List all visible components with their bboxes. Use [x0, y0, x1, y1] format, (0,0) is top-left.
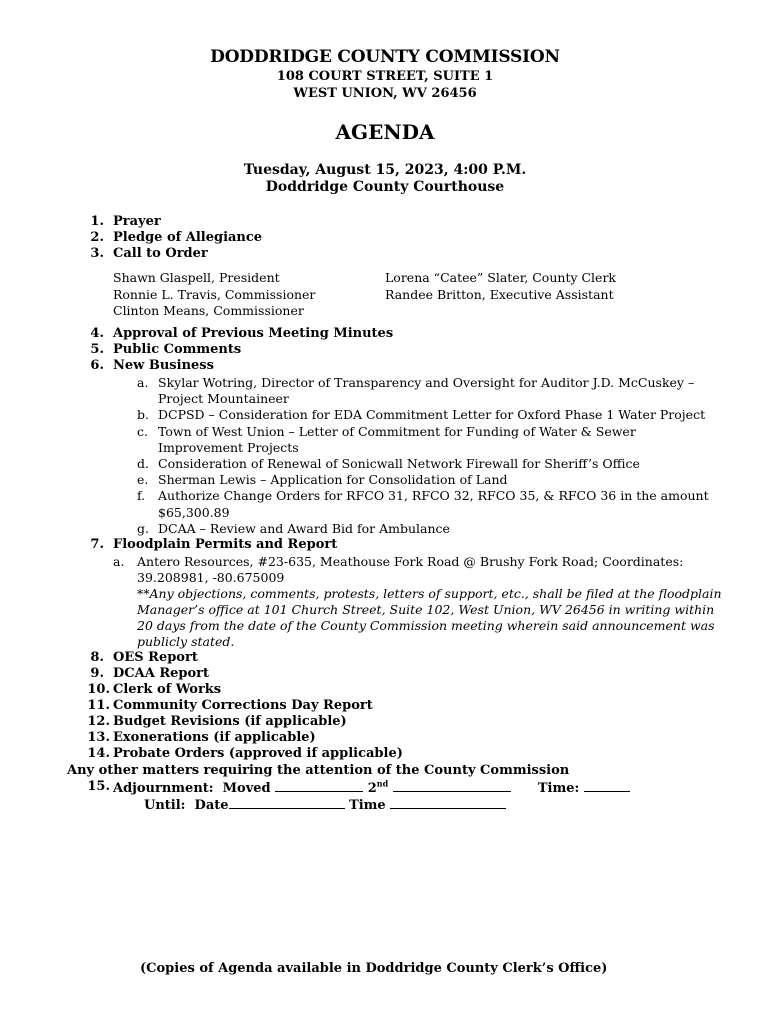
time2-label: Time: [349, 798, 386, 813]
floodplain-note: **Any objections, comments, protests, letters of support, etc., shall be filed at the floodplain: [137, 586, 722, 601]
new-business-a-cont: Project Mountaineer: [158, 391, 289, 406]
new-business-g: DCAA – Review and Award Bid for Ambulance: [158, 521, 450, 536]
second-label: 2nd: [367, 778, 389, 796]
sub-item-letter: e.: [137, 472, 149, 487]
item-dcaa-report: DCAA Report: [113, 666, 210, 681]
other-matters: Any other matters requiring the attention of the County Commission: [67, 763, 570, 778]
roll-call-name: Clinton Means, Commissioner: [113, 303, 304, 318]
sub-item-letter: c.: [137, 424, 148, 439]
new-business-a: Skylar Wotring, Director of Transparency and Oversight for Auditor J.D. McCuskey –: [158, 375, 695, 390]
item-number: 15.: [87, 779, 110, 794]
item-number: 2.: [90, 230, 104, 245]
item-budget-revisions: Budget Revisions (if applicable): [113, 714, 347, 729]
sub-item-letter: g.: [137, 521, 149, 536]
item-approval-minutes: Approval of Previous Meeting Minutes: [113, 326, 394, 341]
second-blank: [393, 779, 511, 792]
item-pledge: Pledge of Allegiance: [113, 230, 263, 245]
floodplain-a: Antero Resources, #23-635, Meathouse Fork Road @ Brushy Fork Road; Coordinates:: [137, 554, 684, 569]
moved-label: Moved: [222, 781, 271, 796]
item-number: 13.: [87, 730, 110, 745]
footer-note: (Copies of Agenda available in Doddridge County Clerk’s Office): [140, 961, 608, 976]
item-number: 5.: [90, 342, 104, 357]
address-line-1: 108 COURT STREET, SUITE 1: [276, 69, 494, 84]
moved-blank: [275, 779, 363, 792]
item-call-to-order: Call to Order: [113, 246, 208, 261]
item-number: 10.: [87, 682, 110, 697]
item-number: 7.: [90, 537, 104, 552]
roll-call-name: Lorena “Catee” Slater, County Clerk: [385, 270, 617, 285]
item-number: 14.: [87, 746, 110, 761]
item-oes-report: OES Report: [113, 650, 198, 665]
sub-item-letter: a.: [113, 554, 125, 569]
item-floodplain: Floodplain Permits and Report: [113, 537, 338, 552]
organization-name: DODDRIDGE COUNTY COMMISSION: [210, 47, 560, 67]
new-business-f: Authorize Change Orders for RFCO 31, RFCO 32, RFCO 35, & RFCO 36 in the amount: [158, 488, 709, 503]
item-number: 8.: [90, 650, 104, 665]
item-number: 1.: [90, 214, 104, 229]
item-probate-orders: Probate Orders (approved if applicable): [113, 746, 403, 761]
new-business-e: Sherman Lewis – Application for Consolidation of Land: [158, 472, 508, 487]
item-number: 4.: [90, 326, 104, 341]
roll-call-name: Shawn Glaspell, President: [113, 270, 280, 285]
item-number: 11.: [87, 698, 110, 713]
sub-item-letter: f.: [137, 488, 146, 503]
time-label: Time:: [537, 781, 580, 796]
floodplain-note: publicly stated.: [137, 634, 235, 649]
item-number: 6.: [90, 358, 104, 373]
adjournment-line: [113, 779, 630, 797]
address-line-2: WEST UNION, WV 26456: [293, 86, 477, 101]
new-business-c: Town of West Union – Letter of Commitment for Funding of Water & Sewer: [158, 424, 636, 439]
until-line: [144, 796, 506, 814]
new-business-d: Consideration of Renewal of Sonicwall Network Firewall for Sheriff’s Office: [158, 456, 640, 471]
item-clerk-of-works: Clerk of Works: [113, 682, 222, 697]
adjournment-label: Adjournment:: [113, 781, 214, 796]
item-number: 12.: [87, 714, 110, 729]
item-public-comments: Public Comments: [113, 342, 242, 357]
date-blank: [229, 796, 345, 809]
sub-item-letter: d.: [137, 456, 149, 471]
floodplain-a-cont: 39.208981, -80.675009: [137, 570, 285, 585]
page-title: AGENDA: [335, 120, 435, 144]
meeting-location: Doddridge County Courthouse: [265, 179, 505, 195]
roll-call-name: Randee Britton, Executive Assistant: [385, 287, 614, 302]
time-blank: [584, 779, 630, 792]
new-business-c-cont: Improvement Projects: [158, 440, 299, 455]
new-business-f-cont: $65,300.89: [158, 505, 230, 520]
roll-call-name: Ronnie L. Travis, Commissioner: [113, 287, 316, 302]
floodplain-note: 20 days from the date of the County Commission meeting wherein said announcement was: [137, 618, 715, 633]
item-prayer: Prayer: [113, 214, 161, 229]
sub-item-letter: a.: [137, 375, 149, 390]
item-community-corrections: Community Corrections Day Report: [113, 698, 373, 713]
until-label: Until:: [144, 798, 186, 813]
item-number: 3.: [90, 246, 104, 261]
sub-item-letter: b.: [137, 407, 149, 422]
time2-blank: [390, 796, 506, 809]
date-label: Date: [194, 798, 229, 813]
floodplain-note: Manager’s office at 101 Church Street, Suite 102, West Union, WV 26456 in writing within: [137, 602, 715, 617]
item-new-business: New Business: [113, 358, 214, 373]
item-number: 9.: [90, 666, 104, 681]
meeting-date-time: Tuesday, August 15, 2023, 4:00 P.M.: [243, 162, 527, 178]
new-business-b: DCPSD – Consideration for EDA Commitment Letter for Oxford Phase 1 Water Project: [158, 407, 706, 422]
item-exonerations: Exonerations (if applicable): [113, 730, 316, 745]
